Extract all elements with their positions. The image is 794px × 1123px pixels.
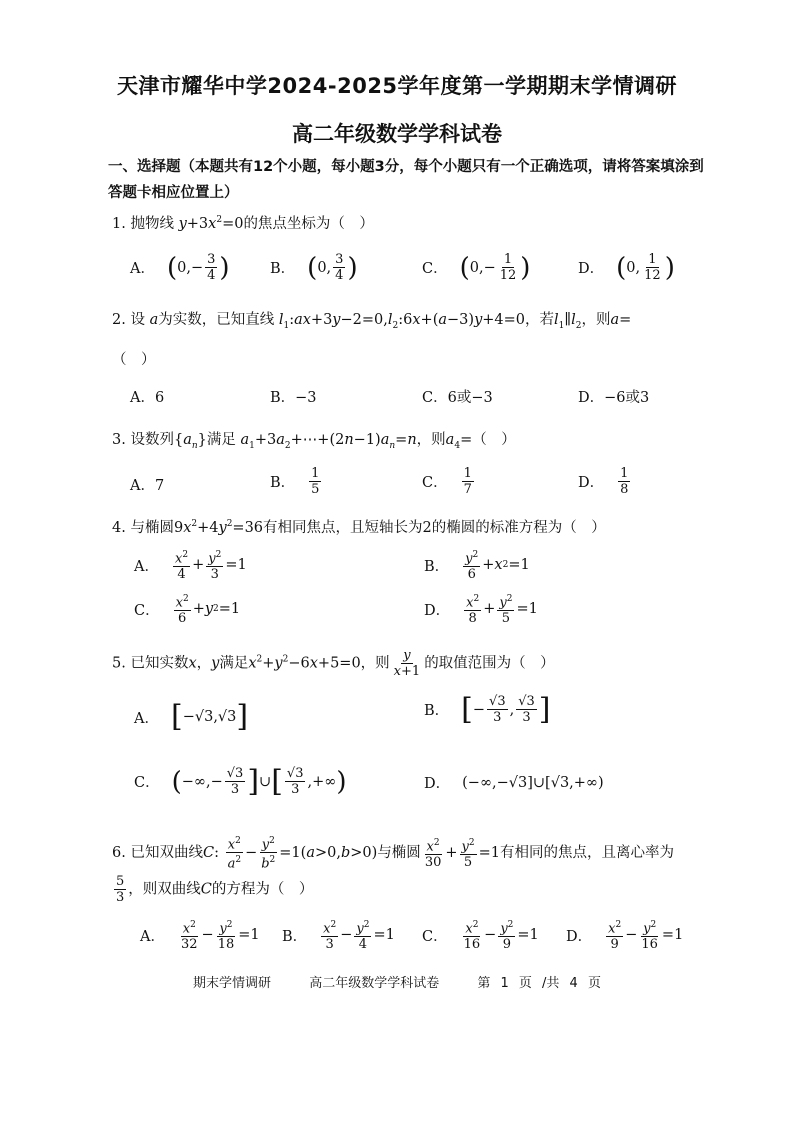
question-3: 3. 设数列$\{a_n\}$满足 $a_1+3a_2+\cdots+(2n-1)a_n=n$，则$a_4=$（ ） [112,432,516,451]
q5-option-d: D． (−∞,−√3]∪[√3,+∞) [424,774,604,792]
q5-option-a: A． [ −√3,√3 ] [134,699,249,734]
question-4: 4. 与椭圆$9x^2+4y^2=36$有相同焦点，且短轴长为2的椭圆的标准方程为（ ） [112,519,606,536]
q5-option-c: C． ( −∞,− $\frac{√3}{3}$ ] ∪ [ $\frac{√3}{3}$ ,+∞ ) [134,763,347,799]
question-1: 1. 抛物线 $y+3x^2=0$的焦点坐标为（ ） [112,215,374,232]
q2-option-b: B．−3 [270,390,317,406]
q3-option-c: C． $\frac{1}{7}$ [422,466,472,497]
exam-subtitle: 高二年级数学学科试卷 [292,122,502,146]
question-5: 5. 已知实数x，y满足$x^2+y^2-6x+5=0$，则 $\frac{y}{x+1}$ 的取值范围为（ ） [112,648,555,679]
question-6-cont: $\frac{5}{3}$ ，则双曲线C的方程为（ ） [116,874,314,905]
q4-option-b: B． $\frac{y^2}{6}$ + x 2 =1 [424,550,530,583]
footer-mid: 高二年级数学学科试卷 [309,976,440,991]
q6-option-c: C． $\frac{x^2}{16}$ − $\frac{y^2}{9}$ =1 [422,920,539,953]
q2-option-c: C．6或−3 [422,390,493,406]
q3-option-a: A．7 [130,478,165,494]
question-2: 2. 设 a为实数，已知直线 $l_1:ax+3y-2=0,l_2:6x+(a-3)y+4=0$，若$l_1\parallel l_2$，则a= [112,312,632,331]
q1-option-d: D． ( 0, $\frac{1}{12}$ ) [578,252,675,283]
q6-option-b: B． $\frac{x^2}{3}$ − $\frac{y^2}{4}$ =1 [282,920,395,953]
footer-page-number: 第 1 页 /共 4 页 [477,976,601,991]
page-footer [0,972,794,991]
q1-option-a: A． ( 0,− $\frac{3}{4}$ ) [130,252,230,283]
q3-option-d: D． $\frac{1}{8}$ [578,466,629,497]
q3-option-b: B． $\frac{1}{5}$ [270,466,320,497]
footer-left: 期末学情调研 [193,976,272,991]
section-heading: 一、选择题（本题共有12个小题，每小题3分，每个小题只有一个正确选项，请将答案填涂到答题卡相应位置上） [108,159,704,201]
q4-option-d: D． $\frac{x^2}{8}$ + $\frac{y^2}{5}$ =1 [424,594,538,627]
q5-option-b: B． [ − $\frac{√3}{3}$ , $\frac{√3}{3}$ ] [424,691,551,727]
question-2-blank: （ ） [112,352,156,368]
q4-option-c: C． $\frac{x^2}{6}$ + y 2 =1 [134,594,241,627]
question-6: 6. 已知双曲线C: $\frac{x^2}{a^2}$ − $\frac{y^2}{b^2}$ =1(a>0,b>0)与椭圆 $\frac{x^2}{30}$ + $\frac{y^2}{5}$ =1有相同的焦点，且离心率为 [112,836,674,872]
q2-option-d: D．−6或3 [578,390,650,406]
q2-option-a: A．6 [130,390,165,406]
q1-option-c: C． ( 0,− $\frac{1}{12}$ ) [422,252,531,283]
q1-option-b: B． ( 0, $\frac{3}{4}$ ) [270,252,358,283]
q6-option-a: A． $\frac{x^2}{32}$ − $\frac{y^2}{18}$ =1 [140,920,260,953]
exam-title: 天津市耀华中学2024-2025学年度第一学期期末学情调研 [116,74,678,98]
q4-option-a: A． $\frac{x^2}{4}$ + $\frac{y^2}{3}$ =1 [134,550,247,583]
q6-option-d: D． $\frac{x^2}{9}$ − $\frac{y^2}{16}$ =1 [566,920,684,953]
